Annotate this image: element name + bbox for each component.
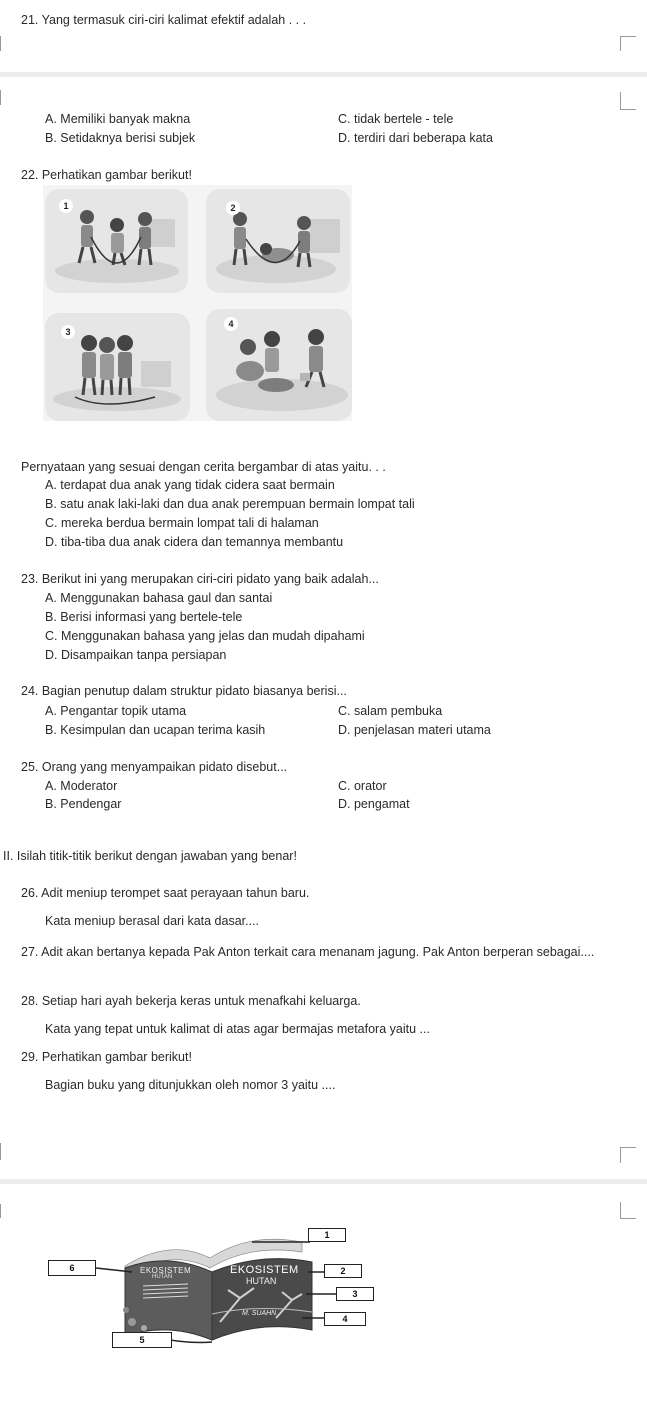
q27-question bbox=[0, 943, 601, 961]
q24-option-d: D. penjelasan materi utama bbox=[338, 723, 491, 737]
book-label-4: 4 bbox=[324, 1312, 366, 1326]
book-label-5: 5 bbox=[112, 1332, 172, 1348]
q26-sentence: 26. Adit meniup terompet saat perayaan tahun baru. bbox=[21, 886, 310, 900]
page-corner-mark bbox=[620, 1147, 636, 1148]
page-break bbox=[0, 1179, 647, 1184]
page-edge-mark bbox=[0, 36, 1, 51]
q25-option-a: A. Moderator bbox=[45, 779, 118, 793]
q21-option-a: A. Memiliki banyak makna bbox=[45, 112, 191, 126]
page-corner-mark bbox=[620, 92, 621, 109]
book-diagram bbox=[40, 1218, 380, 1354]
book-author: M. SUAHN bbox=[242, 1310, 277, 1317]
panel-number: 2 bbox=[226, 201, 240, 215]
book-label-2: 2 bbox=[324, 1264, 362, 1278]
q23-option-d: D. Disampaikan tanpa persiapan bbox=[45, 648, 227, 662]
q23-stem: 23. Berikut ini yang merupakan ciri-ciri pidato yang baik adalah... bbox=[21, 572, 379, 586]
q23-option-a: A. Menggunakan bahasa gaul dan santai bbox=[45, 591, 273, 605]
story-panel-1 bbox=[45, 189, 188, 293]
book-label-3: 3 bbox=[336, 1287, 374, 1301]
book-left-subtitle: HUTAN bbox=[152, 1274, 173, 1280]
q22-option-c: C. mereka berdua bermain lompat tali di halaman bbox=[45, 516, 319, 530]
q29-question: Bagian buku yang ditunjukkan oleh nomor 3 yaitu .... bbox=[45, 1078, 336, 1092]
book-label-6: 6 bbox=[48, 1260, 96, 1276]
q21-option-b: B. Setidaknya berisi subjek bbox=[45, 131, 196, 145]
page-corner-mark bbox=[620, 1202, 621, 1218]
page-edge-mark bbox=[0, 1204, 1, 1218]
story-panel-3 bbox=[45, 313, 190, 421]
q22-option-a: A. terdapat dua anak yang tidak cidera saat bermain bbox=[45, 478, 335, 492]
q22-question: Pernyataan yang sesuai dengan cerita bergambar di atas yaitu. . . bbox=[21, 460, 386, 474]
page-break bbox=[0, 72, 647, 77]
page-corner-mark bbox=[620, 1147, 621, 1163]
q26-question: Kata meniup berasal dari kata dasar.... bbox=[45, 914, 260, 928]
story-panel-4 bbox=[206, 309, 352, 421]
page-corner-mark bbox=[620, 36, 636, 37]
book-cover-subtitle: HUTAN bbox=[246, 1276, 277, 1286]
page-corner-mark bbox=[620, 36, 621, 51]
panel-number: 1 bbox=[59, 199, 73, 213]
story-illustration bbox=[43, 185, 352, 421]
story-panel-2 bbox=[206, 189, 350, 293]
page-edge-mark bbox=[0, 1143, 1, 1160]
page-edge-mark bbox=[0, 90, 1, 105]
panel-number: 3 bbox=[61, 325, 75, 339]
q21-option-c: C. tidak bertele - tele bbox=[338, 112, 454, 126]
book-cover-title: EKOSISTEM bbox=[230, 1264, 299, 1276]
q21-stem: 21. Yang termasuk ciri-ciri kalimat efektif adalah . . . bbox=[21, 13, 307, 27]
q27-text: 27. Adit akan bertanya kepada Pak Anton terkait cara menanam jagung. Pak Anton berperan sebagai.... bbox=[21, 945, 595, 959]
q28-sentence: 28. Setiap hari ayah bekerja keras untuk menafkahi keluarga. bbox=[21, 994, 361, 1008]
q23-option-c: C. Menggunakan bahasa yang jelas dan mudah dipahami bbox=[45, 629, 365, 643]
q25-option-c: C. orator bbox=[338, 779, 387, 793]
panel-number: 4 bbox=[224, 317, 238, 331]
q22-stem: 22. Perhatikan gambar berikut! bbox=[21, 168, 192, 182]
book-label-1: 1 bbox=[308, 1228, 346, 1242]
q25-stem: 25. Orang yang menyampaikan pidato disebut... bbox=[21, 760, 288, 774]
q24-option-a: A. Pengantar topik utama bbox=[45, 704, 187, 718]
q21-option-d: D. terdiri dari beberapa kata bbox=[338, 131, 493, 145]
page-corner-mark bbox=[620, 1218, 636, 1219]
page-corner-mark bbox=[620, 109, 636, 110]
q22-option-d: D. tiba-tiba dua anak cidera dan temannya membantu bbox=[45, 535, 344, 549]
q24-option-b: B. Kesimpulan dan ucapan terima kasih bbox=[45, 723, 266, 737]
q25-option-b: B. Pendengar bbox=[45, 797, 122, 811]
q29-stem: 29. Perhatikan gambar berikut! bbox=[21, 1050, 192, 1064]
q24-option-c: C. salam pembuka bbox=[338, 704, 443, 718]
q23-option-b: B. Berisi informasi yang bertele-tele bbox=[45, 610, 243, 624]
q22-option-b: B. satu anak laki-laki dan dua anak perempuan bermain lompat tali bbox=[45, 497, 415, 511]
q25-option-d: D. pengamat bbox=[338, 797, 410, 811]
book-left-title: EKOSISTEM bbox=[140, 1266, 192, 1275]
q28-question: Kata yang tepat untuk kalimat di atas agar bermajas metafora yaitu ... bbox=[45, 1022, 430, 1036]
q24-stem: 24. Bagian penutup dalam struktur pidato biasanya berisi... bbox=[21, 684, 347, 698]
section-2-title: II. Isilah titik-titik berikut dengan jawaban yang benar! bbox=[3, 849, 297, 863]
